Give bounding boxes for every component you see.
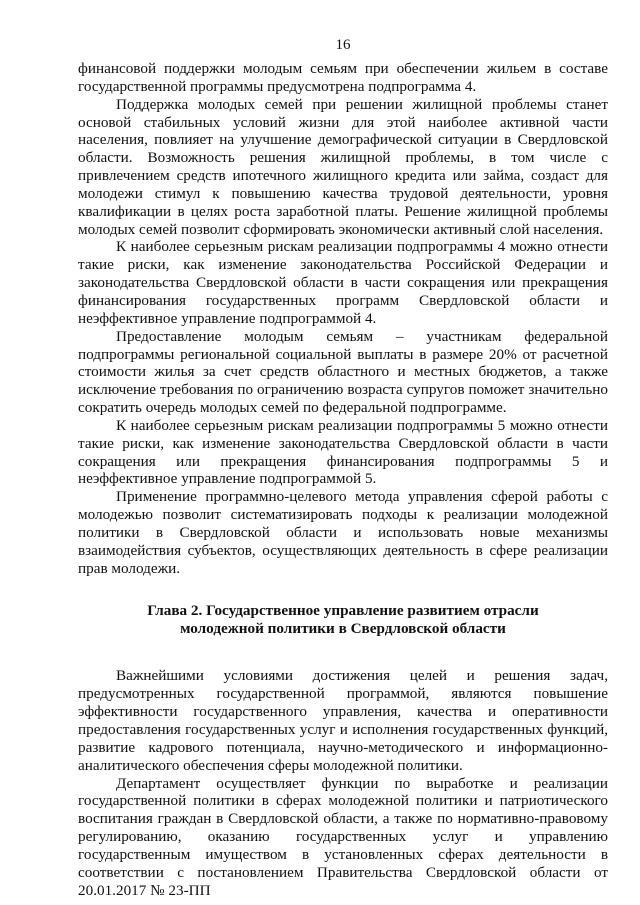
paragraph-department-functions: Департамент осуществляет функции по выработке и реализации государственной политики в сферах молодежной политики и патриотического воспитания граждан в Свердловской области, а также по нормативно-правовому регулированию, оказанию государственных услуг и управлению государственным имуществом в установленных сферах деятельности в соответствии с постановлением Правительства Свердловской области от 20.01.2017 № 23-ПП <box>78 774 608 899</box>
paragraph-risks-subprogram-4: К наиболее серьезным рискам реализации подпрограммы 4 можно отнести такие риски, как изменение законодательства Российской Федерации и законодательства Свердловской области в части сокращения или прекращения финансирования государственных программ Свердловской области и неэффективное управление подпрограммой 4. <box>78 238 608 327</box>
paragraph-risks-subprogram-5: К наиболее серьезным рискам реализации подпрограммы 5 можно отнести такие риски, как изменение законодательства Свердловской области в части сокращения или прекращения финансирования подпрограммы 5 и неэффективное управление подпрограммой 5. <box>78 416 608 488</box>
paragraph-regional-payment: Предоставление молодым семьям – участникам федеральной подпрограммы региональной социальной выплаты в размере 20% от расчетной стоимости жилья за счет средств областного и местных бюджетов, а также исключение требования по ограничению возраста супругов поможет значительно сократить очередь молодых семей по федеральной подпрограмме. <box>78 327 608 417</box>
chapter-title-line-1: Глава 2. Государственное управление развитием отрасли <box>147 602 539 620</box>
chapter-title-line-2: молодежной политики в Свердловской области <box>180 620 506 638</box>
paragraph-key-conditions: Важнейшими условиями достижения целей и решения задач, предусмотренных государственной программой, являются повышение эффективности государственного управления, качества и оперативности предоставления государственных услуг и исполнения государственных функций, развитие кадрового потенциала, научно-методического и информационно-аналитического обеспечения сферы молодежной политики. <box>78 667 608 774</box>
paragraph-program-target-method: Применение программно-целевого метода управления сферой работы с молодежью позволит систематизировать подходы к реализации молодежной политики в Свердловской области и использовать новые механизмы взаимодействия субъектов, осуществляющих деятельность в сфере реализации прав молодежи. <box>78 488 608 577</box>
chapter-heading <box>78 602 608 638</box>
document-page <box>78 36 608 899</box>
paragraph-young-family-support: Поддержка молодых семей при решении жилищной проблемы станет основой стабильных условий жизни для этой наиболее активной части населения, повлияет на улучшение демографической ситуации в Свердловской области. Возможность решения жилищной проблемы, в том числе с привлечением средств ипотечного жилищного кредита или займа, создаст для молодежи стимул к повышению качества трудовой деятельности, уровня квалификации в целях роста заработной платы. Решение жилищной проблемы молодых семей позволит сформировать экономически активный слой населения. <box>78 95 608 238</box>
paragraph-continuation: финансовой поддержки молодым семьям при обеспечении жильем в составе государственной программы предусмотрена подпрограмма 4. <box>78 60 608 95</box>
page-number: 16 <box>335 37 351 53</box>
